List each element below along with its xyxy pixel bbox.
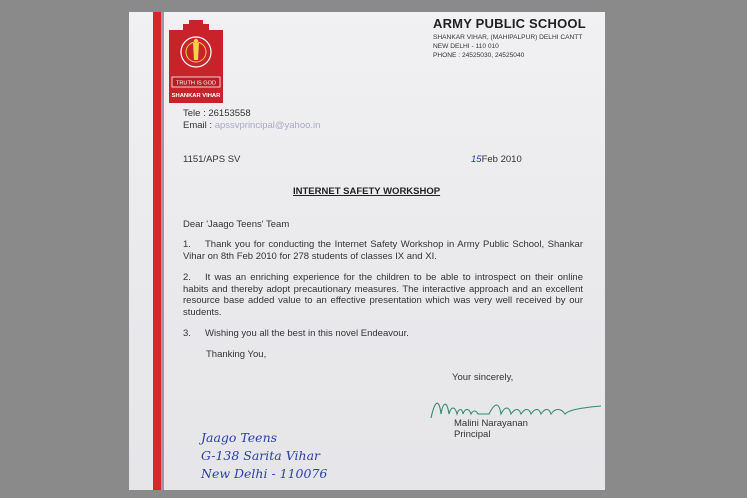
date-rest: Feb 2010 [481,154,522,165]
reference-number: 1151/APS SV [183,154,241,165]
emblem-place: SHANKAR VIHAR [171,93,221,99]
paragraph-number: 2. [183,272,191,283]
paragraph-3 [183,328,583,340]
paragraph-text: Thank you for conducting the Internet Safety Workshop in Army Public School, Shankar Vihar on 8th Feb 2010 for 278 students of classes IX and XI. [183,239,583,262]
paragraph-1 [183,239,583,262]
email-label: Email : [183,120,213,131]
paragraph-number: 3. [183,328,191,339]
school-address-line1: SHANKAR VIHAR, (MAHIPALPUR) DELHI CANTT [433,34,583,41]
emblem-motto: TRUTH IS GOD [175,80,217,87]
school-name: ARMY PUBLIC SCHOOL [433,16,586,31]
email-value: apssvprincipal@yahoo.in [214,120,321,131]
handwritten-address-line3: New Delhi - 110076 [201,466,328,481]
signer-title: Principal [454,429,491,440]
date-day: 15 [471,154,482,165]
email-row [183,120,320,131]
school-address-line2: NEW DELHI - 110 010 [433,43,499,50]
signer-name: Malini Narayanan [454,418,528,429]
letter-red-stripe [153,12,161,490]
salutation: Dear 'Jaago Teens' Team [183,219,290,230]
closing-line: Thanking You, [206,349,267,360]
sign-off: Your sincerely, [452,372,514,383]
school-emblem-icon [169,20,223,103]
paragraph-text: Wishing you all the best in this novel Endeavour. [205,328,409,339]
paragraph-number: 1. [183,239,191,250]
school-phone: PHONE : 24525030, 24525040 [433,52,525,59]
handwritten-address-line2: G-138 Sarita Vihar [201,448,320,463]
paragraph-text: It was an enriching experience for the children to be able to introspect on their online habits and thereby adopt precautionary measures. The interactive approach and an excellent resource base added value to an effective presentation which was very well received by our students. [183,272,583,318]
letter-date [471,154,522,165]
letter-subject: INTERNET SAFETY WORKSHOP [293,186,441,197]
letter-paper [129,12,605,490]
handwritten-address-line1: Jaago Teens [201,430,278,445]
tele-number: Tele : 26153558 [183,108,251,119]
paragraph-2 [183,272,583,318]
letter-gray-stripe [161,12,164,490]
